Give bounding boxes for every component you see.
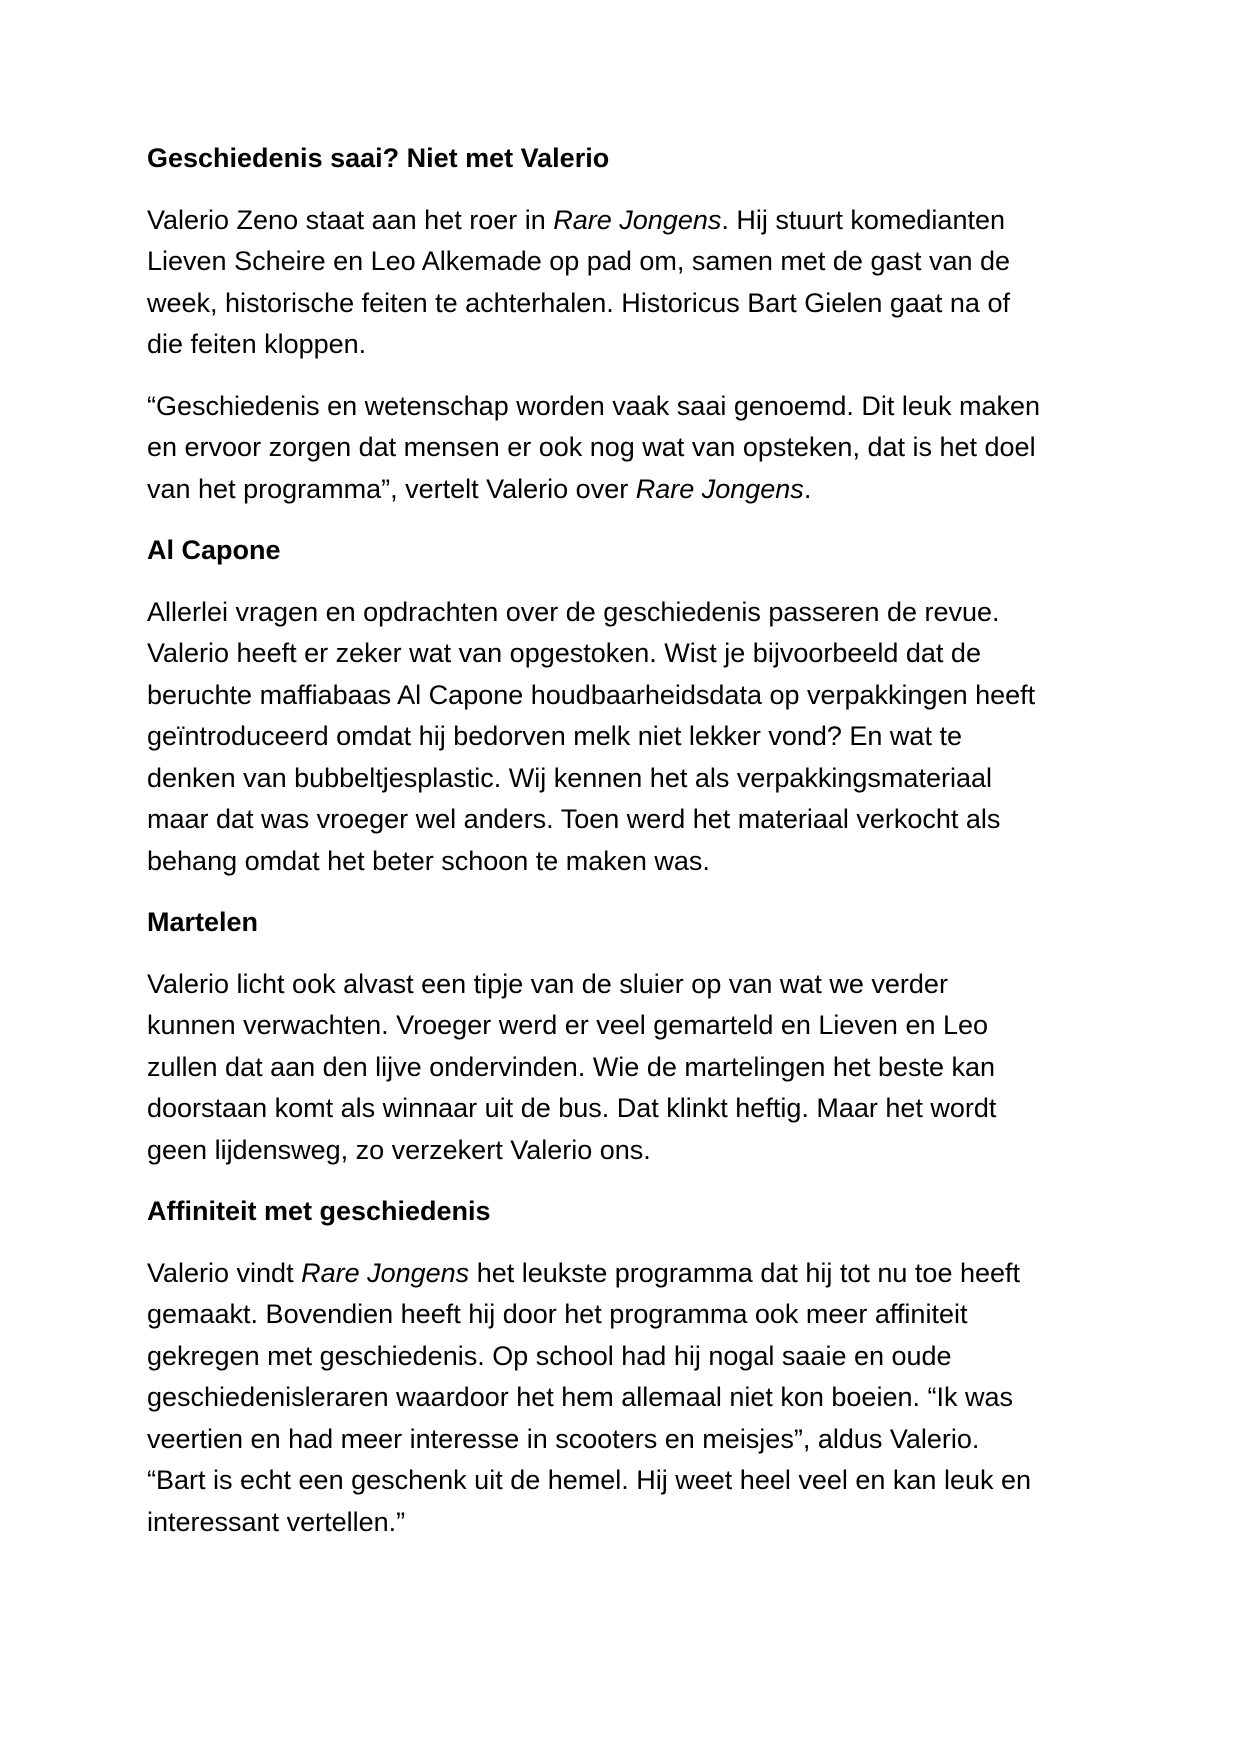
section-heading-al-capone: Al Capone [147, 535, 281, 565]
paragraph-line: denken van bubbeltjesplastic. Wij kennen het als verpakkingsmateriaal [147, 762, 992, 793]
paragraph-text: het leukste programma dat hij tot nu toe heeft [469, 1257, 1021, 1288]
show-title: Rare Jongens [553, 204, 722, 235]
paragraph-line [147, 1253, 1097, 1295]
section-heading-affiniteit: Affiniteit met geschiedenis [147, 1196, 491, 1226]
quote-line [147, 469, 1097, 511]
intro-line: Lieven Scheire en Leo Alkemade op pad om, samen met de gast van de [147, 246, 1011, 276]
paragraph-line: Valerio licht ook alvast een tipje van de sluier op van wat we verder [147, 968, 948, 999]
paragraph-line: gekregen met geschiedenis. Op school had hij nogal saaie en oude [147, 1340, 952, 1371]
paragraph-line: Allerlei vragen en opdrachten over de geschiedenis passeren de revue. [147, 596, 1000, 627]
document-page [147, 138, 1097, 1563]
section-paragraph-martelen [147, 964, 1097, 1172]
quote-line: “Geschiedenis en wetenschap worden vaak saai genoemd. Dit leuk maken [147, 390, 1041, 421]
quote-paragraph [147, 386, 1097, 511]
paragraph-line: geïntroduceerd omdat hij bedorven melk niet lekker vond? En wat te [147, 721, 962, 751]
paragraph-line: kunnen verwachten. Vroeger werd er veel gemarteld en Lieven en Leo [147, 1010, 989, 1040]
paragraph-line: gemaakt. Bovendien heeft hij door het programma ook meer affiniteit [147, 1299, 968, 1329]
article-title: Geschiedenis saai? Niet met Valerio [147, 143, 610, 173]
section-paragraph-affiniteit [147, 1253, 1097, 1544]
paragraph-line: geschiedenisleraren waardoor het hem allemaal niet kon boeien. “Ik was [147, 1382, 1013, 1412]
intro-text: . Hij stuurt komedianten [721, 204, 1005, 235]
paragraph-line: doorstaan komt als winnaar uit de bus. Dat klinkt heftig. Maar het wordt [147, 1093, 997, 1123]
intro-text: Valerio Zeno staat aan het roer in [147, 204, 554, 235]
paragraph-line: “Bart is echt een geschenk uit de hemel. Hij weet heel veel en kan leuk en [147, 1465, 1032, 1495]
show-title: Rare Jongens [635, 473, 804, 504]
section-heading-martelen: Martelen [147, 907, 259, 937]
intro-line: die feiten kloppen. [147, 329, 367, 359]
paragraph-line: behang omdat het beter schoon te maken was. [147, 845, 710, 876]
quote-line: en ervoor zorgen dat mensen er ook nog wat van opsteken, dat is het doel [147, 432, 1036, 462]
paragraph-line: veertien en had meer interesse in scooters en meisjes”, aldus Valerio. [147, 1423, 980, 1454]
paragraph-line: geen lijdensweg, zo verzekert Valerio ons. [147, 1134, 651, 1165]
intro-line [147, 200, 1097, 242]
show-title: Rare Jongens [301, 1257, 470, 1288]
paragraph-line: zullen dat aan den lijve ondervinden. Wie de martelingen het beste kan [147, 1051, 996, 1082]
quote-text: . [803, 473, 812, 504]
paragraph-line: maar dat was vroeger wel anders. Toen werd het materiaal verkocht als [147, 804, 1001, 834]
section-paragraph-al-capone [147, 592, 1097, 883]
paragraph-line: beruchte maffiabaas Al Capone houdbaarheidsdata op verpakkingen heeft [147, 679, 1036, 710]
paragraph-line: interessant vertellen.” [147, 1506, 406, 1537]
paragraph-text: Valerio vindt [147, 1257, 302, 1288]
paragraph-line: Valerio heeft er zeker wat van opgestoken. Wist je bijvoorbeeld dat de [147, 638, 981, 668]
intro-paragraph [147, 200, 1097, 366]
intro-line: week, historische feiten te achterhalen. Historicus Bart Gielen gaat na of [147, 287, 1010, 318]
quote-text: van het programma”, vertelt Valerio over [147, 473, 636, 504]
